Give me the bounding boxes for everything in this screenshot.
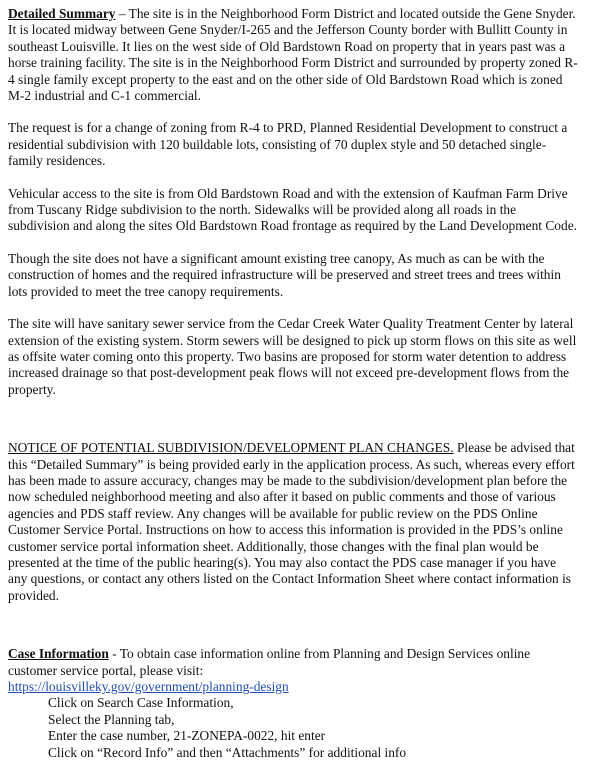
case-step: Select the Planning tab, <box>48 711 175 727</box>
notice-text: Please be advised that this “Detailed Summary” is being provided early in the application process. As such, whereas every effort has been made to assure accuracy, changes may be made to the subdivision/development plan before the now scheduled neighborhood meeting and also after it based on public comments and those of various agencies and PDS staff review. Any changes will be available for public review on the PDS Online Customer Service Portal. Instructions on how to access this information is provided in the PDS’s online customer service portal information sheet. Additionally, those changes with the final plan would be presented at the time of the public hearing(s). You may also contact the PDS case manager if you have any questions, or contact any others listed on the Contact Information Sheet where contact information is provided. <box>8 440 575 603</box>
sewer-service-paragraph: The site will have sanitary sewer service from the Cedar Creek Water Quality Treatment Center by lateral extension of the existing system. Storm sewers will be designed to pick up storm flows on this site as well as offsite water coming onto this property. Two basins are proposed for storm water detention to address increased drainage so that post-development peak flows will not exceed pre-development flows from the property. <box>8 316 577 397</box>
notice-paragraph <box>8 440 578 604</box>
case-information-text: - To obtain case information online from Planning and Design Services online customer service portal, please visit: <box>8 646 531 678</box>
notice-title: NOTICE OF POTENTIAL SUBDIVISION/DEVELOPMENT PLAN CHANGES. <box>8 440 454 456</box>
zoning-request-paragraph: The request is for a change of zoning from R-4 to PRD, Planned Residential Development to construct a residential subdivision with 120 buildable lots, consisting of 70 duplex style and 50 detached single-family residences. <box>8 120 568 169</box>
planning-design-link[interactable]: https://louisvilleky.gov/government/planning-design <box>8 679 289 694</box>
vehicular-access-paragraph: Vehicular access to the site is from Old Bardstown Road and with the extension of Kaufman Farm Drive from Tuscany Ridge subdivision to the north. Sidewalks will be provided along all roads in the subdivision and along the sites Old Bardstown Road frontage as required by the Land Development Code. <box>8 185 577 234</box>
case-step: Click on Search Case Information, <box>48 695 234 711</box>
detailed-summary-heading: Detailed Summary <box>8 6 116 21</box>
section-spacer <box>8 620 578 646</box>
detailed-summary-text: – The site is in the Neighborhood Form District and located outside the Gene Snyder. It is located midway between Gene Snyder/I-265 and the Jefferson County border with Bullitt County in southeast Louisville. It lies on the west side of Old Bardstown Road on property that in years past was a horse training facility. The site is in the Neighborhood Form District and surrounded by property zoned R-4 single family except property to the east and on the other side of Old Bardstown Road which is zoned M-2 industrial and C-1 commercial. <box>8 6 578 104</box>
case-information-section <box>8 646 578 761</box>
case-step: Enter the case number, 21-ZONEPA-0022, hit enter <box>48 728 326 744</box>
case-step: Click on “Record Info” and then “Attachments” for additional info <box>48 744 407 760</box>
case-information-paragraph <box>8 646 578 679</box>
tree-canopy-paragraph: Though the site does not have a significant amount existing tree canopy, As much as can be with the construction of homes and the required infrastructure will be preserved and street trees and trees within lots provided to meet the tree canopy requirements. <box>8 250 561 299</box>
case-information-heading: Case Information <box>8 646 109 662</box>
detailed-summary-paragraph <box>8 6 578 104</box>
section-spacer <box>8 414 578 440</box>
case-steps-list <box>8 695 578 761</box>
